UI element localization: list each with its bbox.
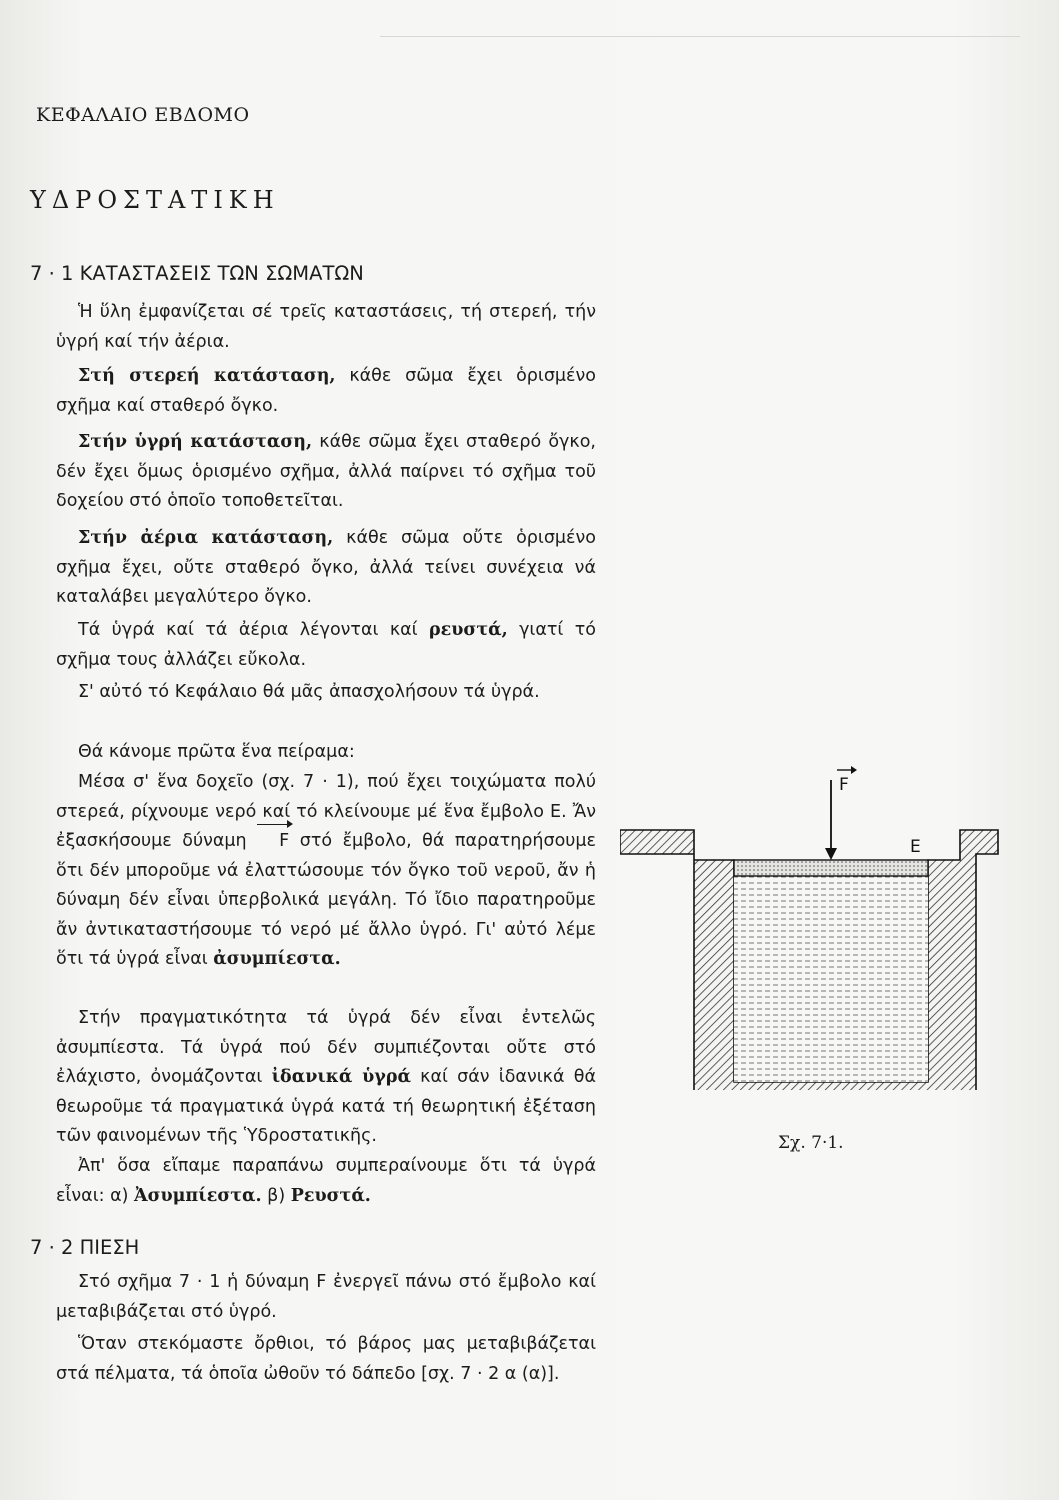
term-liquid: Στήν ὑγρή κατάσταση, — [78, 432, 313, 452]
term-incompressible: ἀσυμπίεστα. — [213, 949, 341, 969]
water-fill — [734, 876, 928, 1082]
paragraph-liquid: Στήν ὑγρή κατάσταση, κάθε σῶμα ἔχει σταθερό ὄγκο, δέν ἔχει ὅμως ὁρισμένο σχῆμα, ἀλλά παίρνει τό σχῆμα τοῦ δοχείου στό ὁποῖο τοποθετεῖται. — [56, 432, 596, 511]
figure-caption: Σχ. 7·1. — [778, 1133, 844, 1153]
paragraph-fluids: Τά ὑγρά καί τά ἀέρια λέγονται καί ρευστά, γιατί τό σχῆμα τους ἀλλάζει εὔκολα. — [56, 620, 596, 670]
section-heading-7-1: 7 · 1 ΚΑΤΑΣΤΑΣΕΙΣ ΤΩΝ ΣΩΜΑΤΩΝ — [30, 262, 364, 285]
paragraph-states: Ἡ ὕλη ἐμφανίζεται σέ τρεῖς καταστάσεις, τή στερεή, τήν ὑγρή καί τήν ἀέρια. — [56, 302, 596, 352]
force-label: F — [839, 775, 849, 795]
paragraph-gas: Στήν ἀέρια κατάσταση, κάθε σῶμα οὔτε ὁρισμένο σχῆμα ἔχει, οὔτε σταθερό ὄγκο, ἀλλά τείνει συνέχεια νά καταλάβει μεγαλύτερο ὄγκο. — [56, 528, 596, 607]
piston-label: E — [910, 837, 921, 857]
paragraph-experiment-intro: Θά κάνομε πρῶτα ἕνα πείραμα: — [78, 742, 355, 762]
chapter-label: ΚΕΦΑΛΑΙΟ ΕΒΔΟΜΟ — [36, 104, 250, 126]
force-arrowhead — [825, 848, 837, 860]
paragraph-pressure-2: Ὅταν στεκόμαστε ὄρθιοι, τό βάρος μας μεταβιβάζεται στά πέλματα, τά ὁποῖα ὠθοῦν τό δάπεδο [σχ. 7 · 2 α (α)]. — [56, 1334, 596, 1384]
paragraph-experiment: Μέσα σ' ἕνα δοχεῖο (σχ. 7 · 1), πού ἔχει τοιχώματα πολύ στερεά, ρίχνουμε νερό καί τό κλείνουμε μέ ἕνα ἔμβολο Ε. Ἄν ἐξασκήσουμε δύναμη F στό ἔμβολο, θά παρατηρήσουμε ὅτι δέν μποροῦμε νά ἐλαττώσουμε τόν ὄγκο τοῦ νεροῦ, ἄν ἡ δύναμη δέν εἶναι ὑπερβολικά μεγάλη. Τό ἴδιο παρατηροῦμε ἄν ἀντικαταστήσουμε τό νερό μέ ἄλλο ὑγρό. Γι' αὐτό λέμε ὅτι τά ὑγρά εἶναι ἀσυμπίεστα. — [56, 772, 596, 969]
piston — [734, 860, 928, 876]
term-fluids-2: Ρευστά. — [290, 1185, 371, 1206]
paragraph-solid: Στή στερεή κατάσταση, κάθε σῶμα ἔχει ὁρισμένο σχῆμα καί σταθερό ὄγκο. — [56, 366, 596, 416]
paragraph-conclusion: Ἀπ' ὅσα εἴπαμε παραπάνω συμπεραίνουμε ὅτι τά ὑγρά εἶναι: α) Ἀσυμπίεστα. β) Ρευστά. — [56, 1156, 596, 1206]
term-gas: Στήν ἀέρια κατάσταση, — [78, 528, 334, 548]
vessel-diagram — [620, 760, 1000, 1090]
paragraph-pressure-1: Στό σχῆμα 7 · 1 ἡ δύναμη F ἐνεργεῖ πάνω στό ἔμβολο καί μεταβιβάζεται στό ὑγρό. — [56, 1272, 596, 1322]
force-vector-symbol: F — [257, 827, 289, 857]
paragraph-chapter-scope: Σ' αὐτό τό Κεφάλαιο θά μᾶς ἀπασχολήσουν τά ὑγρά. — [78, 682, 540, 702]
figure-7-1 — [620, 760, 1000, 1090]
bleed-through-rule — [380, 36, 1020, 38]
term-ideal-liquids: ἰδανικά ὑγρά — [271, 1067, 411, 1087]
term-incompressible-2: Ἀσυμπίεστα. — [134, 1185, 262, 1206]
paragraph-ideal-liquids: Στήν πραγματικότητα τά ὑγρά δέν εἶναι ἐντελῶς ἀσυμπίεστα. Τά ὑγρά πού δέν συμπιέζονται οὔτε στό ἐλάχιστο, ὀνομάζονται ἰδανικά ὑγρά καί σάν ἰδανικά θά θεωροῦμε τά πραγματικά ὑγρά κατά τή θεωρητική ἐξέταση τῶν φαινομένων τῆς Ὑδροστατικῆς. — [56, 1008, 596, 1146]
term-fluids: ρευστά, — [429, 620, 508, 640]
chapter-title: ΥΔΡΟΣΤΑΤΙΚΗ — [30, 186, 280, 214]
section-heading-7-2: 7 · 2 ΠΙΕΣΗ — [30, 1236, 140, 1259]
term-solid: Στή στερεή κατάσταση, — [78, 366, 336, 386]
